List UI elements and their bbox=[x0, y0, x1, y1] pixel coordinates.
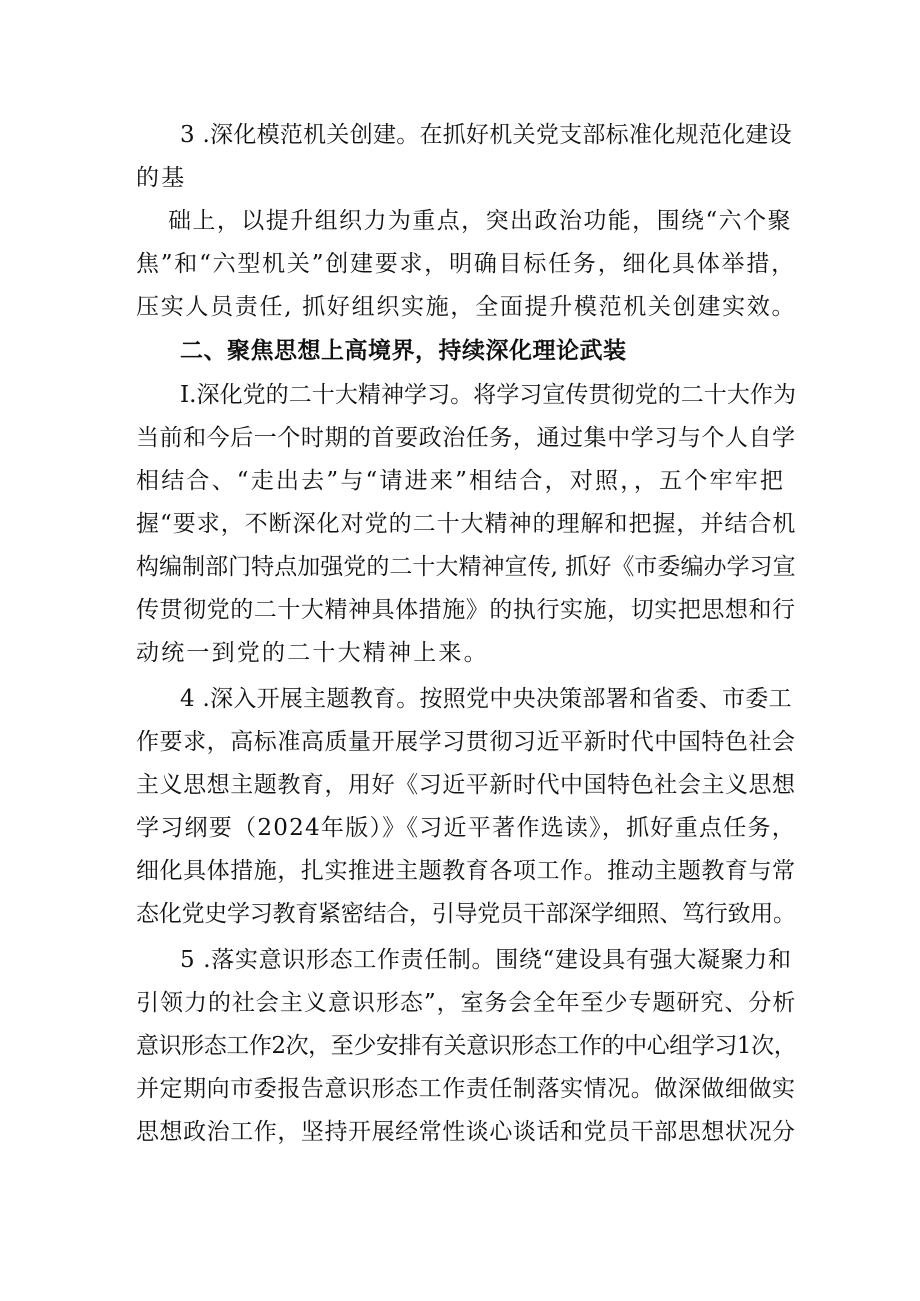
paragraph-3-line-5: 压实人员责任, 抓好组织实施，全面提升模范机关创建实效。 bbox=[136, 294, 797, 320]
paragraph-1-line-2: 当前和今后一个时期的首要政治任务，通过集中学习与个人自学 bbox=[136, 425, 796, 451]
paragraph-5-line-1: 5 .落实意识形态工作责任制。围绕“建设具有强大凝聚力和 bbox=[180, 947, 792, 973]
paragraph-5-line-2: 引领力的社会主义意识形态”，室务会全年至少专题研究、分析 bbox=[136, 990, 797, 1016]
paragraph-4-line-5: 细化具体措施，扎实推进主题教育各项工作。推动主题教育与常 bbox=[136, 858, 796, 884]
paragraph-3-line-2: 的基 bbox=[136, 165, 187, 191]
paragraph-5-line-3: 意识形态工作2次，至少安排有关意识形态工作的中心组学习1次， bbox=[136, 1033, 797, 1059]
paragraph-1-line-1: I.深化党的二十大精神学习。将学习宣传贯彻党的二十大作为 bbox=[180, 382, 796, 408]
paragraph-5-line-4: 并定期向市委报告意识形态工作责任制落实情况。做深做细做实 bbox=[136, 1076, 796, 1102]
paragraph-5-line-5: 思想政治工作，坚持开展经常性谈心谈话和党员干部思想状况分 bbox=[136, 1119, 796, 1145]
paragraph-4-line-4: 学习纲要（2024年版）》《习近平著作选读》，抓好重点任务， bbox=[136, 815, 797, 841]
paragraph-1-line-6: 传贯彻党的二十大精神具体措施》的执行实施，切实把思想和行 bbox=[136, 597, 796, 623]
paragraph-4-line-1: 4 .深入开展主题教育。按照党中央决策部署和省委、市委工 bbox=[180, 686, 792, 712]
paragraph-3-line-4: 焦”和“六型机关”创建要求，明确目标任务，细化具体举措， bbox=[136, 251, 796, 277]
paragraph-4-line-6: 态化党史学习教育紧密结合，引导党员干部深学细照、笃行致用。 bbox=[136, 901, 796, 927]
section-heading-2: 二、聚焦思想上高境界，持续深化理论武装 bbox=[180, 338, 627, 364]
paragraph-1-line-7: 动统一到党的二十大精神上来。 bbox=[136, 640, 489, 666]
paragraph-3-line-3: 础上，以提升组织力为重点，突出政治功能，围绕“六个聚 bbox=[168, 208, 792, 234]
paragraph-3-line-1: 3 .深化模范机关创建。在抓好机关党支部标准化规范化建设 bbox=[180, 122, 792, 148]
paragraph-1-line-4: 握“要求，不断深化对党的二十大精神的理解和把握，并结合机 bbox=[136, 511, 797, 537]
paragraph-4-line-3: 主义思想主题教育，用好《习近平新时代中国特色社会主义思想 bbox=[136, 772, 796, 798]
paragraph-1-line-5: 构编制部门特点加强党的二十大精神宣传, 抓好《市委编办学习宣 bbox=[136, 554, 796, 580]
paragraph-4-line-2: 作要求，高标准高质量开展学习贯彻习近平新时代中国特色社会 bbox=[136, 729, 796, 755]
paragraph-1-line-3: 相结合、“走出去”与“请进来”相结合，对照，，五个牢牢把 bbox=[136, 468, 786, 494]
